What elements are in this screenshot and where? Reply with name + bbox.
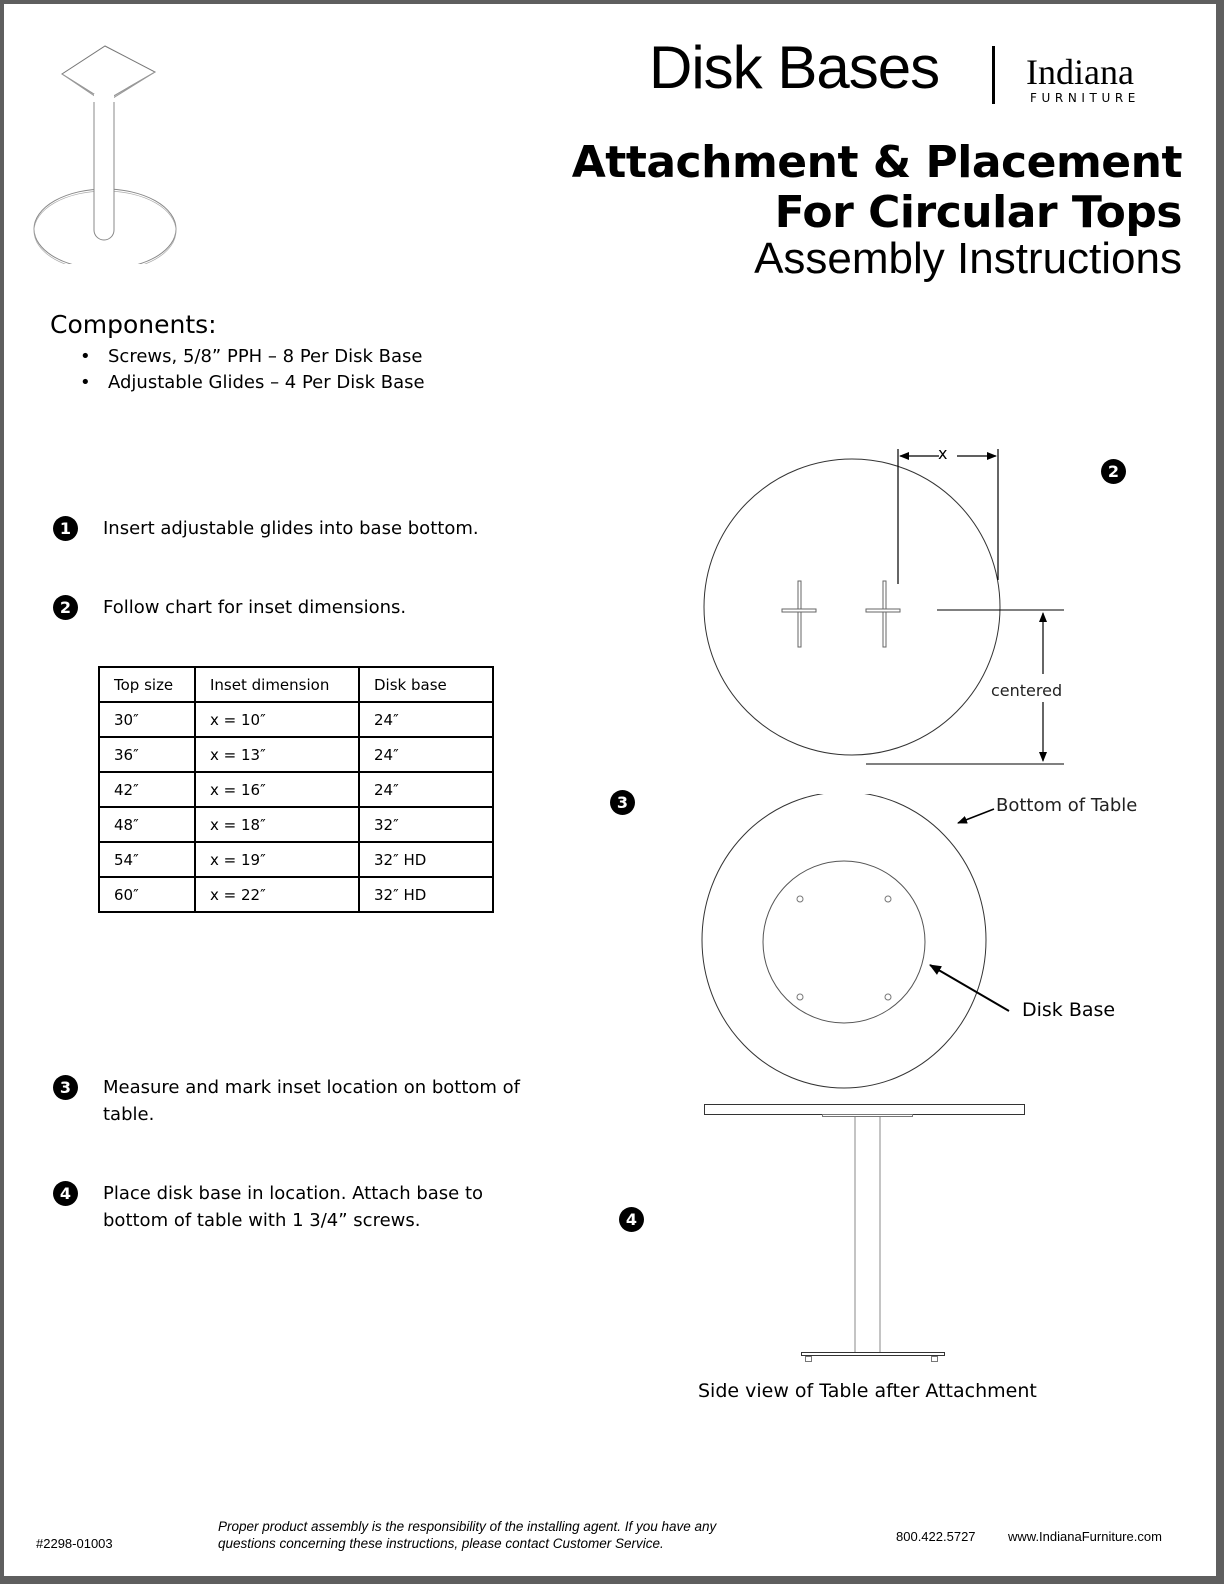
step-text: Follow chart for inset dimensions. bbox=[103, 597, 407, 618]
table-header-cell: Inset dimension bbox=[195, 667, 359, 702]
disk-base-circle bbox=[763, 861, 925, 1023]
table-header-cell: Disk base bbox=[359, 667, 493, 702]
document-title: Disk Bases bbox=[649, 34, 940, 101]
table-row bbox=[99, 807, 493, 842]
table-row bbox=[99, 772, 493, 807]
component-item: • Screws, 5/8” PPH – 8 Per Disk Base bbox=[76, 344, 425, 370]
diagram-step-badge: 3 bbox=[610, 790, 635, 815]
subtitle-assembly-instructions: Assembly Instructions bbox=[754, 234, 1182, 283]
step-number-badge: 2 bbox=[53, 595, 78, 620]
assembly-disclaimer: Proper product assembly is the responsibility of the installing agent. If you have any questions concerning these instructions, please contact Customer Service. bbox=[218, 1519, 717, 1551]
table-cell: 42″ bbox=[99, 772, 195, 807]
component-item: • Adjustable Glides – 4 Per Disk Base bbox=[76, 370, 425, 396]
phone-number: 800.422.5727 bbox=[896, 1529, 976, 1544]
diagram-step-badge: 4 bbox=[619, 1207, 644, 1232]
table-row bbox=[99, 737, 493, 772]
glide-foot bbox=[932, 1357, 938, 1362]
step-text: Insert adjustable glides into base bottom. bbox=[103, 518, 479, 539]
table-header-row bbox=[99, 667, 493, 702]
subtitle-bold bbox=[572, 138, 1182, 238]
table-row bbox=[99, 702, 493, 737]
brand-logo-name: Indiana bbox=[1026, 52, 1134, 92]
glide-hole bbox=[885, 896, 891, 902]
table-cell: 36″ bbox=[99, 737, 195, 772]
side-view-caption: Side view of Table after Attachment bbox=[698, 1380, 1037, 1402]
diagram-step-badge: 2 bbox=[1101, 459, 1126, 484]
subtitle-line-2: For Circular Tops bbox=[774, 187, 1182, 238]
table-cell: x = 19″ bbox=[195, 842, 359, 877]
glide-hole bbox=[885, 994, 891, 1000]
bottom-of-table-label: Bottom of Table bbox=[996, 795, 1138, 816]
table-cell: x = 22″ bbox=[195, 877, 359, 912]
components-list bbox=[76, 344, 425, 396]
brand-logo-subtitle: FURNITURE bbox=[1030, 91, 1140, 105]
table-cell: x = 13″ bbox=[195, 737, 359, 772]
instruction-sheet bbox=[4, 4, 1216, 1576]
step-text: Measure and mark inset location on bottom of table. bbox=[103, 1077, 521, 1125]
step-number-badge: 4 bbox=[53, 1181, 78, 1206]
table-cell: 24″ bbox=[359, 702, 493, 737]
title-divider bbox=[992, 46, 995, 104]
table-cell: x = 18″ bbox=[195, 807, 359, 842]
table-cell: 24″ bbox=[359, 772, 493, 807]
table-cell: x = 16″ bbox=[195, 772, 359, 807]
table-cell: 32″ HD bbox=[359, 877, 493, 912]
glide-foot bbox=[806, 1357, 812, 1362]
centered-label: centered bbox=[991, 681, 1063, 700]
glide-hole bbox=[797, 994, 803, 1000]
table-cell: 32″ bbox=[359, 807, 493, 842]
table-top-side bbox=[705, 1105, 1025, 1115]
table-row bbox=[99, 877, 493, 912]
step-number-badge: 1 bbox=[53, 516, 78, 541]
table-cell: 48″ bbox=[99, 807, 195, 842]
table-cell: 60″ bbox=[99, 877, 195, 912]
glide-hole bbox=[797, 896, 803, 902]
part-number: #2298-01003 bbox=[36, 1536, 113, 1551]
x-dimension-label: x bbox=[938, 444, 948, 463]
table-top-circle bbox=[704, 459, 1000, 755]
disk-base-side bbox=[802, 1353, 945, 1356]
side-view-diagram bbox=[699, 1099, 1039, 1374]
table-cell: 54″ bbox=[99, 842, 195, 877]
arrow-icon bbox=[954, 804, 999, 829]
table-cell: 32″ HD bbox=[359, 842, 493, 877]
subtitle-line-1: Attachment & Placement bbox=[571, 137, 1182, 188]
disk-base-illustration bbox=[30, 24, 190, 264]
bottom-of-table-diagram bbox=[694, 794, 1024, 1094]
step-number-badge: 3 bbox=[53, 1075, 78, 1100]
step-text: Place disk base in location. Attach base to bottom of table with 1 3/4” screws. bbox=[103, 1183, 484, 1231]
website-link[interactable]: www.IndianaFurniture.com bbox=[1008, 1529, 1162, 1544]
components-heading: Components: bbox=[50, 310, 217, 339]
table-header-cell: Top size bbox=[99, 667, 195, 702]
disk-base-label: Disk Base bbox=[1022, 999, 1116, 1021]
table-cell: 30″ bbox=[99, 702, 195, 737]
inset-dimension-table bbox=[98, 666, 494, 913]
table-cell: 24″ bbox=[359, 737, 493, 772]
inset-placement-diagram bbox=[694, 434, 1074, 784]
disk-plate-top bbox=[823, 1115, 913, 1117]
table-cell: x = 10″ bbox=[195, 702, 359, 737]
table-row bbox=[99, 842, 493, 877]
